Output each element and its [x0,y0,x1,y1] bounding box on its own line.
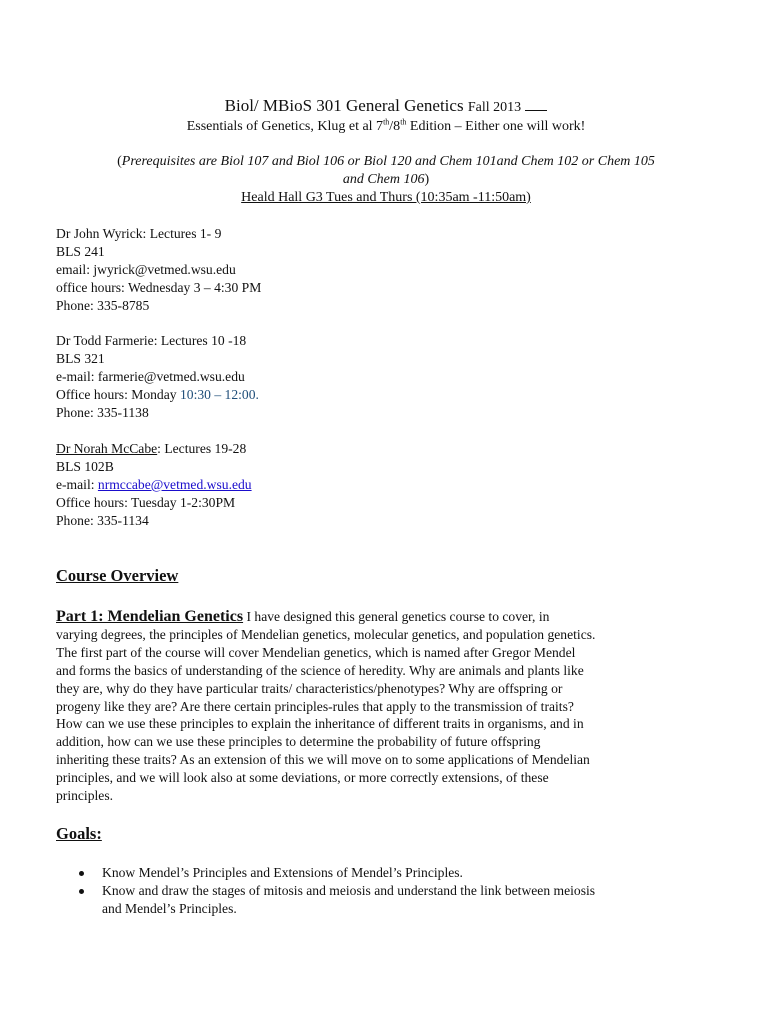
paragraph-line: they are, why do they have particular traits/ characteristics/phenotypes? Why are offspring or [56,680,563,696]
course-title-line [56,96,716,118]
instructor-office: BLS 241 [56,243,105,259]
part1-paragraph [56,608,662,805]
textbook-sup-1: th [383,117,390,127]
goal-item: Know and draw the stages of mitosis and meiosis and understand the link between meiosis [78,882,678,900]
textbook-sup-2: th [400,117,407,127]
course-overview-heading: Course Overview [56,566,179,585]
paragraph-line: principles, and we will look also at some deviations, or more correctly extensions, of these [56,770,549,786]
paragraph-line: progeny like they are? Are there certain principles-rules that apply to the transmission of traits? [56,698,574,714]
prereq-close: ) [424,172,430,187]
prerequisites [56,153,716,189]
course-title: Biol/ MBioS 301 General Genetics [224,96,464,115]
instructor-block-mccabe [56,440,656,530]
email-label: e-mail: [56,476,98,492]
instructor-block-farmerie [56,332,656,422]
paragraph-text: I have designed this general genetics course to cover, in [243,609,550,624]
instructor-lectures: : Lectures 19-28 [157,441,247,456]
instructor-block-wyrick [56,225,656,315]
instructor-email-line: e-mail: farmerie@vetmed.wsu.edu [56,368,245,384]
instructor-phone: Phone: 335-1134 [56,512,149,528]
title-underline-tail [525,98,547,111]
paragraph-line: addition, how can we use these principles to determine the probability of future offspring [56,734,541,750]
paragraph-line: How can we use these principles to explain the inheritance of different traits in organisms, and in [56,716,584,732]
instructor-hours: office hours: Wednesday 3 – 4:30 PM [56,279,262,295]
paragraph-line: varying degrees, the principles of Mendelian genetics, molecular genetics, and population genetics. [56,626,596,642]
hours-label: Office hours: Monday [56,386,180,402]
goal-item: Know Mendel’s Principles and Extensions of Mendel’s Principles. [78,864,678,882]
textbook-prefix: Essentials of Genetics, Klug et al 7 [186,119,384,134]
location-text: Heald Hall G3 Tues and Thurs (10:35am -11:50am) [241,190,531,205]
hours-time: 10:30 – 12:00. [179,386,259,402]
instructor-phone: Phone: 335-1138 [56,404,149,420]
paragraph-line: inheriting these traits? As an extension of this we will move on to some applications of Mendelian [56,752,590,768]
email-link[interactable]: nrmccabe@vetmed.wsu.edu [97,476,252,492]
instructor-name: Dr Norah McCabe [56,441,158,456]
instructor-name-line: Dr John Wyrick: Lectures 1- 9 [56,226,222,241]
textbook-mid: /8 [389,119,401,134]
instructor-email-line: email: jwyrick@vetmed.wsu.edu [56,261,236,277]
goal-item-continuation: and Mendel’s Principles. [102,900,237,916]
instructor-phone: Phone: 335-8785 [56,297,150,313]
instructor-name-line [56,440,656,458]
goals-heading: Goals: [56,824,102,843]
instructor-hours: Office hours: Tuesday 1-2:30PM [56,494,236,510]
textbook-suffix: Edition – Either one will work! [406,119,586,134]
paragraph-line: The first part of the course will cover Mendelian genetics, which is named after Gregor Mendel [56,644,576,660]
part1-heading: Part 1: Mendelian Genetics [56,608,244,625]
course-term: Fall 2013 [467,100,522,115]
prereq-text: Prerequisites are Biol 107 and Biol 106 or Biol 120 and Chem 101and Chem 102 or Chem 105 [121,154,655,169]
prereq-open: ( [117,154,122,169]
instructor-office: BLS 321 [56,350,105,366]
class-location [56,189,716,207]
instructor-name-line: Dr Todd Farmerie: Lectures 10 -18 [56,333,247,348]
paragraph-line: and forms the basics of understanding of the science of heredity. Why are animals and plants like [56,662,584,678]
instructor-office: BLS 102B [56,458,114,474]
textbook-line [56,118,716,136]
paragraph-line [56,608,662,626]
prereq-text-line2: and Chem 106 [342,172,425,187]
instructor-email-line [56,476,656,494]
paragraph-line: principles. [56,788,114,804]
instructor-hours [56,386,656,404]
goals-list [78,864,678,918]
